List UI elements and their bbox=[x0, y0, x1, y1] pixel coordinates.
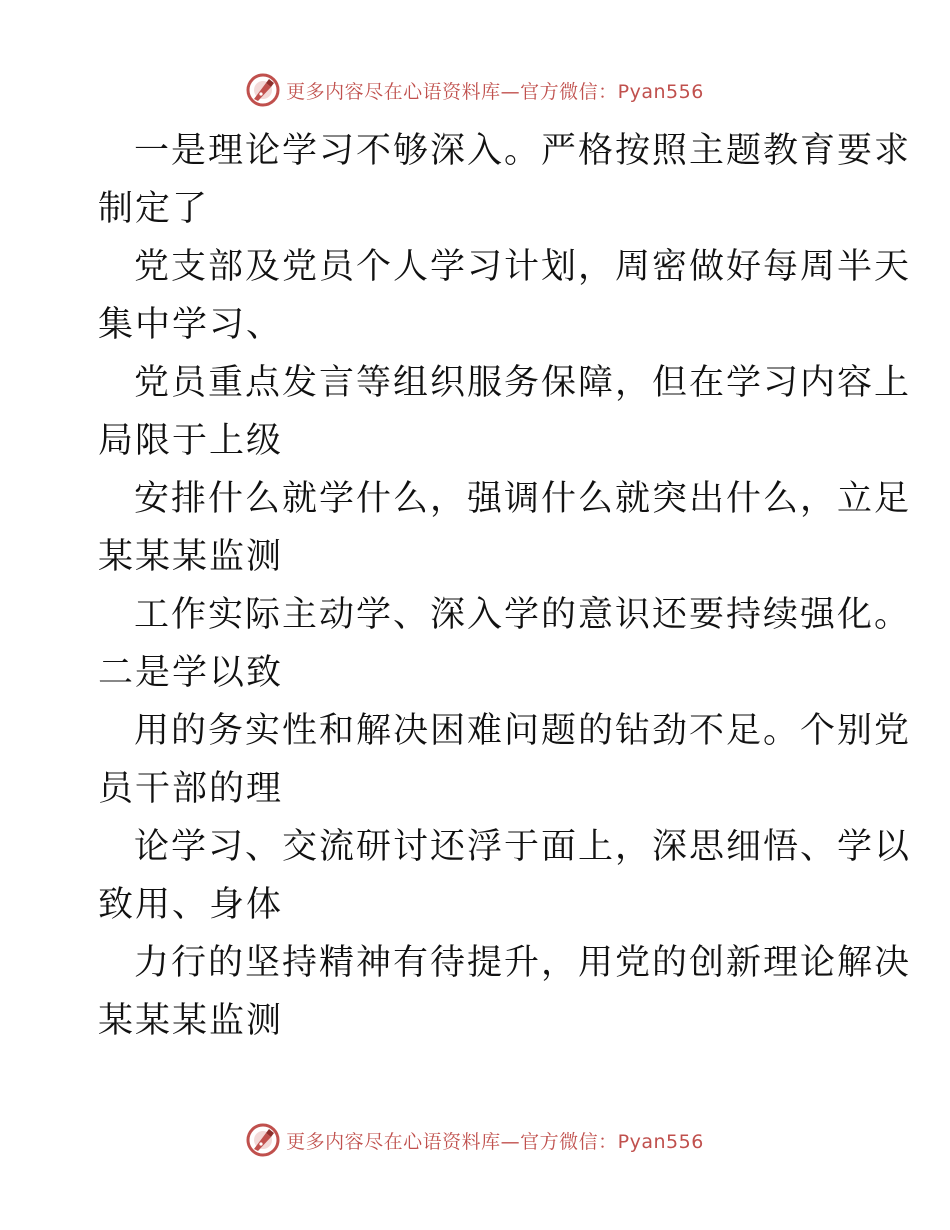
text-line: 员干部的理 bbox=[98, 769, 284, 809]
page-footer-watermark bbox=[0, 1122, 950, 1158]
document-body bbox=[98, 122, 912, 1050]
text-line: 工作实际主动学、深入学的意识还要持续强化。 bbox=[134, 595, 912, 635]
paragraph bbox=[98, 238, 912, 354]
text-line: 党支部及党员个人学习计划，周密做好每周半天 bbox=[134, 247, 912, 287]
watermark-text: 更多内容尽在心语资料库—官方微信：Pyan556 bbox=[286, 1130, 704, 1153]
paragraph bbox=[98, 818, 912, 934]
paragraph bbox=[98, 586, 912, 702]
paragraph bbox=[98, 354, 912, 470]
text-line: 某某某监测 bbox=[98, 537, 284, 577]
text-line: 党员重点发言等组织服务保障，但在学习内容上 bbox=[134, 363, 912, 403]
text-line: 安排什么就学什么，强调什么就突出什么，立足 bbox=[134, 479, 912, 519]
text-line: 力行的坚持精神有待提升，用党的创新理论解决 bbox=[134, 943, 912, 983]
text-line: 二是学以致 bbox=[98, 653, 284, 693]
text-line: 用的务实性和解决困难问题的钻劲不足。个别党 bbox=[134, 711, 912, 751]
text-line: 致用、身体 bbox=[98, 885, 284, 925]
paragraph bbox=[98, 702, 912, 818]
text-line: 一是理论学习不够深入。严格按照主题教育要求 bbox=[134, 131, 912, 171]
page-header-watermark bbox=[0, 72, 950, 108]
text-line: 某某某监测 bbox=[98, 1001, 284, 1041]
paragraph bbox=[98, 934, 912, 1050]
text-line: 论学习、交流研讨还浮于面上，深思细悟、学以 bbox=[134, 827, 912, 867]
watermark-text: 更多内容尽在心语资料库—官方微信：Pyan556 bbox=[286, 80, 704, 103]
text-line: 集中学习、 bbox=[98, 305, 284, 345]
pen-nib-logo-icon bbox=[246, 1123, 280, 1157]
text-line: 制定了 bbox=[98, 189, 210, 229]
paragraph bbox=[98, 122, 912, 238]
paragraph bbox=[98, 470, 912, 586]
pen-nib-logo-icon bbox=[246, 73, 280, 107]
text-line: 局限于上级 bbox=[98, 421, 284, 461]
